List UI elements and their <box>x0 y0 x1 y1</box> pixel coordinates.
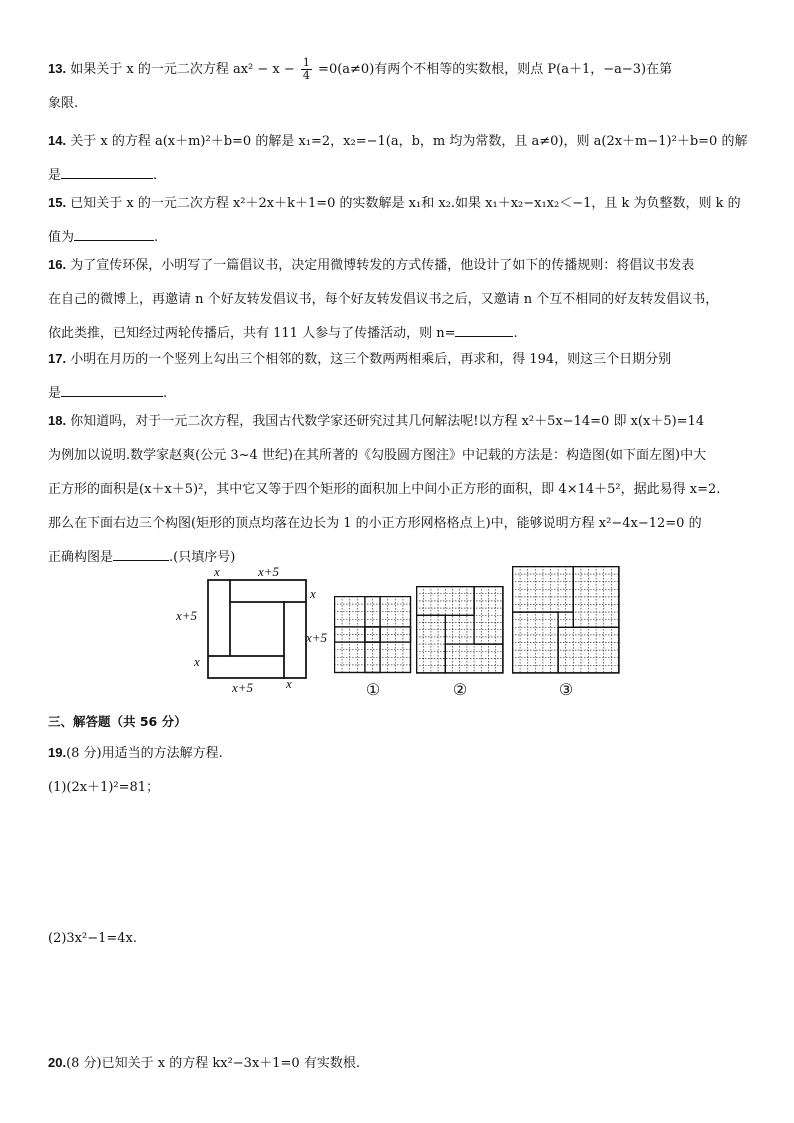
question-text: 值为 <box>48 230 75 245</box>
label-left-x: x <box>194 654 200 669</box>
answer-blank[interactable] <box>61 164 153 179</box>
section-title: 三、解答题（共 56 分） <box>48 714 187 729</box>
question-text: (8 分)用适当的方法解方程. <box>66 746 223 761</box>
question-13 <box>48 52 750 121</box>
answer-blank[interactable] <box>74 226 154 241</box>
question-16: 16. 为了宣传环保，小明写了一篇倡议书，决定用微博转发的方式传播，他设计了如下的传播规则：将倡议书发表 在自己的微博上，再邀请 n 个好友转发倡议书，每个好友转发倡议书之后，又邀请 n 个互不相同的好友转发倡议书， 依此类推，已知经过两轮传播后，共有 111 人参与了传播活动，则 n= . <box>48 257 719 341</box>
grid-figure-3 <box>512 566 620 674</box>
question-text: 你知道吗，对于一元二次方程，我国古代数学家还研究过其几何解法呢!以方程 x²＋5x−14=0 即 x(x＋5)=14 <box>70 414 705 429</box>
question-20 <box>48 1046 750 1081</box>
question-number: 19. <box>48 745 67 760</box>
question-number: 13. <box>48 61 67 76</box>
question-19 <box>48 736 750 805</box>
figure-caption: ③ <box>558 680 574 699</box>
question-number: 15. <box>48 195 67 210</box>
answer-blank[interactable] <box>113 546 169 561</box>
question-part-1: (1)(2x＋1)²=81； <box>48 780 160 795</box>
figure-3 <box>512 566 620 699</box>
question-text: 为了宣传环保，小明写了一篇倡议书，决定用微博转发的方式传播，他设计了如下的传播规则：将倡议书发表 <box>70 258 695 273</box>
question-text: 已知关于 x 的一元二次方程 x²＋2x＋k＋1=0 的实数解是 x₁和 x₂.如果 x₁＋x₂−x₁x₂＜−1，且 k 为负整数，则 k 的 <box>70 196 741 211</box>
question-part-2: (2)3x²−1=4x. <box>48 931 138 946</box>
question-text: 是 <box>48 386 62 401</box>
label-bottom-x: x <box>286 676 292 691</box>
question-text: 象限. <box>48 96 79 111</box>
grid-figure-2 <box>416 586 504 674</box>
question-text: 如果关于 x 的一元二次方程 ax² − x − <box>70 62 295 77</box>
label-right-x: x <box>310 586 316 601</box>
question-19-part-2 <box>48 922 750 956</box>
question-text: 关于 x 的方程 a(x＋m)²＋b=0 的解是 x₁=2，x₂=−1(a，b，m 均为常数，且 a≠0)，则 a(2x＋m−1)²＋b=0 的解 <box>70 134 748 149</box>
question-text: 正确构图是 <box>48 550 114 565</box>
question-number: 14. <box>48 133 67 148</box>
label-bottom-x5: x+5 <box>232 680 254 695</box>
question-text: 依此类推，已知经过两轮传播后，共有 111 人参与了传播活动，则 n= <box>48 326 456 341</box>
zhao-shuang-diagram <box>172 562 338 696</box>
question-number: 20. <box>48 1055 67 1070</box>
question-number: 18. <box>48 413 67 428</box>
question-text: 那么在下面右边三个构图(矩形的顶点均落在边长为 1 的小正方形网格格点上)中，能够说明方程 x²−4x−12=0 的 <box>48 516 702 531</box>
question-text: 小明在月历的一个竖列上勾出三个相邻的数，这三个数两两相乘后，再求和，得 194，则这三个日期分别 <box>70 352 672 367</box>
label-right-x5: x+5 <box>306 630 328 645</box>
fraction: $\frac{1}{4}$ <box>302 56 310 82</box>
question-14: 14. 关于 x 的方程 a(x＋m)²＋b=0 的解是 x₁=2，x₂=−1(a，b，m 均为常数，且 a≠0)，则 a(2x＋m−1)²＋b=0 的解 是 . <box>48 133 748 183</box>
figure-caption: ② <box>452 680 468 699</box>
answer-blank[interactable] <box>455 322 513 337</box>
answer-blank[interactable] <box>61 382 163 397</box>
figure-caption: ① <box>365 680 381 699</box>
question-17: 17. 小明在月历的一个竖列上勾出三个相邻的数，这三个数两两相乘后，再求和，得 194，则这三个日期分别 是 . <box>48 351 672 401</box>
question-number: 17. <box>48 351 67 366</box>
question-text: 在自己的微博上，再邀请 n 个好友转发倡议书，每个好友转发倡议书之后，又邀请 n 个互不相同的好友转发倡议书， <box>48 292 719 307</box>
label-top-x: x <box>214 564 220 579</box>
grid-figure-1 <box>334 596 412 674</box>
figure-2 <box>416 586 504 699</box>
label-top-x5: x+5 <box>258 564 280 579</box>
question-text: (8 分)已知关于 x 的方程 kx²−3x＋1=0 有实数根. <box>66 1056 360 1071</box>
question-text: 正方形的面积是(x＋x＋5)²，其中它又等于四个矩形的面积加上中间小正方形的面积，即 4×14＋5²，据此易得 x=2. <box>48 482 721 497</box>
question-text: =0(a≠0)有两个不相等的实数根，则点 P(a＋1，−a−3)在第 <box>318 62 673 77</box>
question-15: 15. 已知关于 x 的一元二次方程 x²＋2x＋k＋1=0 的实数解是 x₁和 x₂.如果 x₁＋x₂−x₁x₂＜−1，且 k 为负整数，则 k 的 值为 . <box>48 195 741 245</box>
question-18: 18. 你知道吗，对于一元二次方程，我国古代数学家还研究过其几何解法呢!以方程 x²＋5x−14=0 即 x(x＋5)=14 为例加以说明.数学家赵爽(公元 3~4 世纪)在其所著的《勾股圆方图注》中记载的方法是：构造图(如下面左图)中大 正方形的面积是(x＋x＋5)²，其中它又等于四个矩形的面积加上中间小正方形的面积，即 4×14＋5²，据此易得 x=2. 那么在下面右边三个构图(矩形的顶点均落在边长为 1 的小正方形网格格点上)中，能够说明方程 x²−4x−12=0 的 正确构图是 .(只填序号) <box>48 413 721 565</box>
question-text: 为例加以说明.数学家赵爽(公元 3~4 世纪)在其所著的《勾股圆方图注》中记载的方法是：构造图(如下面左图)中大 <box>48 448 707 463</box>
question-number: 16. <box>48 257 67 272</box>
figure-1 <box>334 596 412 699</box>
question-text: 是 <box>48 168 62 183</box>
label-left-x5: x+5 <box>176 608 198 623</box>
